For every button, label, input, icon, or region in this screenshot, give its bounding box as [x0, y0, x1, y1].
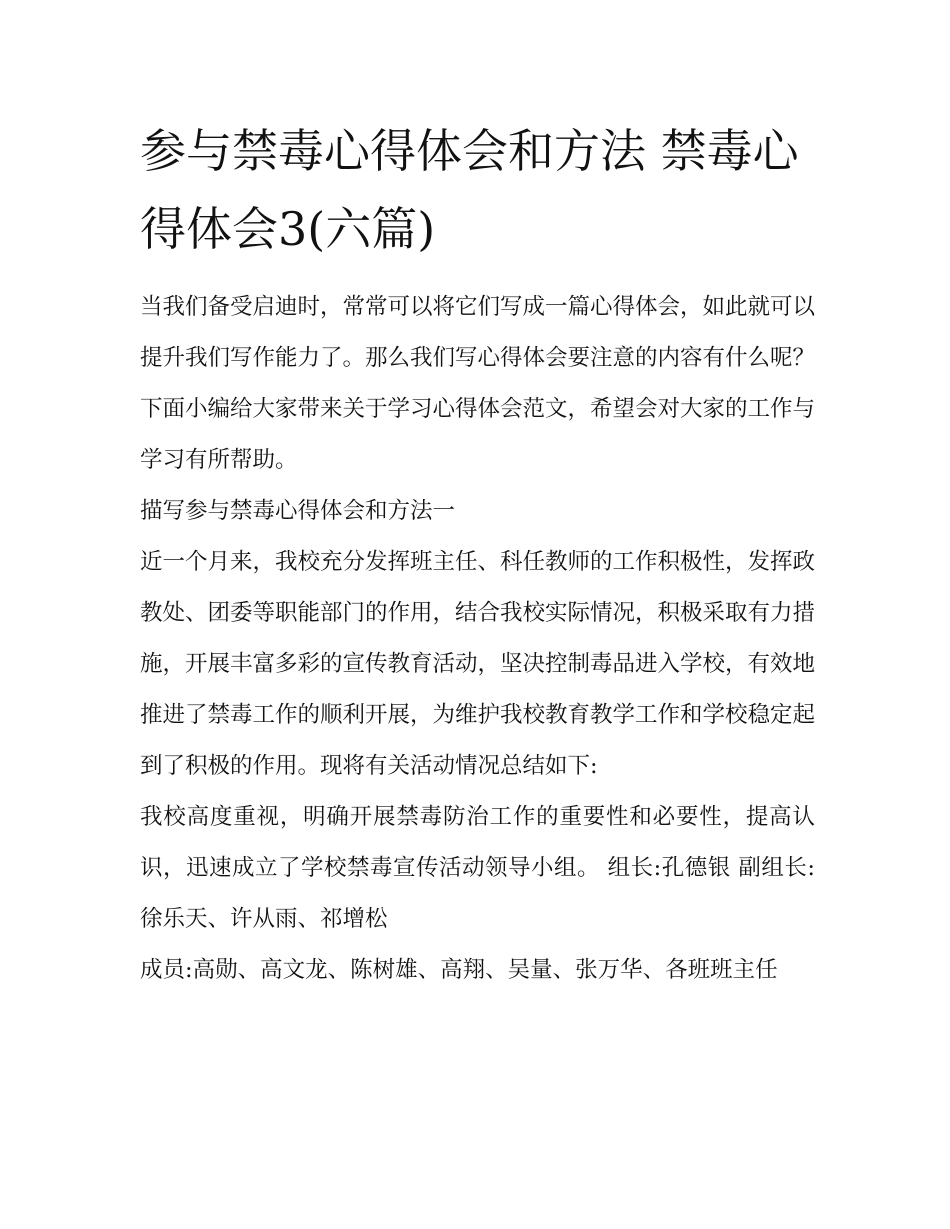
body-paragraph: 近一个月来，我校充分发挥班主任、科任教师的工作积极性，发挥政教处、团委等职能部门的作用，结合我校实际情况，积极采取有力措施，开展丰富多彩的宣传教育活动，坚决控制毒品进入学校，有效地推进了禁毒工作的顺利开展，为维护我校教育教学工作和学校稳定起到了积极的作用。现将有关活动情况总结如下: — [140, 549, 816, 779]
body-paragraph: 成员:高勋、高文龙、陈树雄、高翔、吴量、张万华、各班班主任 — [140, 957, 778, 983]
body-paragraph: 我校高度重视，明确开展禁毒防治工作的重要性和必要性，提高认识，迅速成立了学校禁毒宣传活动领导小组。 组长:孔德银 副组长:徐乐天、许从雨、祁增松 — [140, 804, 815, 932]
document-title: 参与禁毒心得体会和方法 禁毒心得体会3(六篇) — [140, 124, 799, 256]
section-heading: 描写参与禁毒心得体会和方法一 — [140, 498, 456, 524]
document-page — [140, 112, 815, 996]
intro-paragraph: 当我们备受启迪时，常常可以将它们写成一篇心得体会，如此就可以提升我们写作能力了。那么我们写心得体会要注意的内容有什么呢？下面小编给大家带来关于学习心得体会范文，希望会对大家的工作与学习有所帮助。 — [140, 294, 816, 473]
